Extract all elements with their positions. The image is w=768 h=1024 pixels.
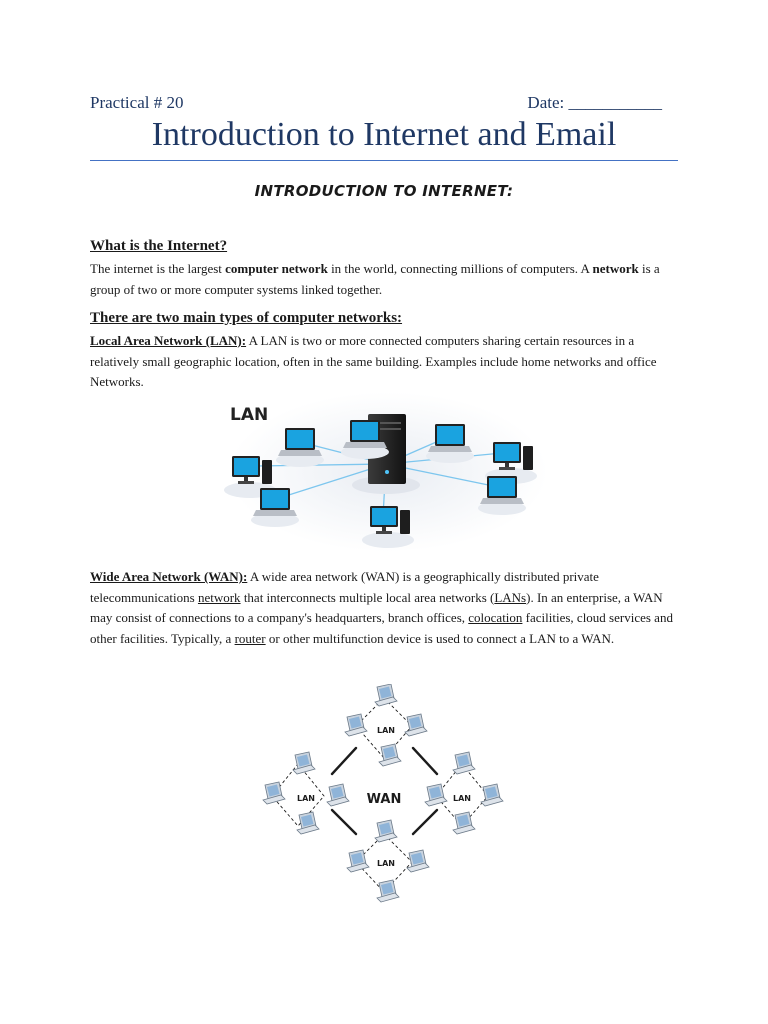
lans-link[interactable]: LANs	[494, 589, 527, 605]
workstation-icon	[377, 880, 399, 902]
workstation-icon	[293, 752, 315, 774]
text-run: is a group of two or more computer systems linked together.	[90, 261, 660, 297]
practical-number: Practical # 20	[90, 93, 184, 112]
workstation-icon	[379, 744, 401, 766]
workstation-icon	[345, 714, 367, 736]
colocation-link[interactable]: colocation	[468, 610, 523, 625]
lan-cluster-label: LAN	[377, 726, 395, 735]
workstation-icon	[405, 714, 427, 736]
network-link[interactable]: network	[197, 589, 241, 605]
text-run: facilities, cloud services and other facilities. Typically, a	[90, 610, 673, 646]
lan-label: LAN	[230, 405, 269, 425]
workstation-icon	[263, 782, 285, 804]
router-link[interactable]: router	[234, 630, 266, 646]
workstation-icon	[453, 752, 475, 774]
types-heading: There are two main types of computer networks:	[90, 310, 403, 326]
workstation-icon	[375, 820, 397, 842]
workstation-icon	[327, 784, 349, 806]
text-run: or other multifunction device is used to connect a LAN to a WAN.	[265, 630, 615, 646]
wan-paragraph	[90, 567, 680, 649]
lan-cluster-label: LAN	[297, 794, 315, 803]
wan-diagram	[258, 684, 510, 910]
wan-label: WAN	[366, 792, 402, 807]
text-run: The internet is the largest	[90, 261, 226, 276]
workstation-icon	[347, 850, 369, 872]
date-field: Date: ___________	[527, 93, 662, 112]
section-heading: INTRODUCTION TO INTERNET:	[254, 182, 514, 200]
bold-term: network	[592, 261, 639, 276]
text-run: ). In an enterprise, a WAN may consist of connections to a company's headquarters, branch offices,	[90, 589, 663, 625]
workstation-icon	[481, 784, 503, 806]
title-rule	[90, 160, 678, 161]
workstation-icon	[425, 784, 447, 806]
text-run: A LAN is two or more connected computers sharing certain resources in a relatively small geographic location, often in the same building. Examples include home networks and office Networks.	[90, 333, 657, 389]
lan-lead: Local Area Network (LAN):	[90, 333, 247, 348]
wan-lead: Wide Area Network (WAN):	[90, 569, 248, 584]
lan-paragraph	[90, 331, 680, 393]
bold-term: computer network	[225, 261, 328, 276]
text-run: in the world, connecting millions of computers. A	[327, 261, 593, 276]
workstation-icon	[407, 850, 429, 872]
workstation-icon	[375, 684, 397, 706]
lan-diagram	[218, 392, 548, 560]
lan-cluster-label: LAN	[453, 794, 471, 803]
what-is-heading: What is the Internet?	[90, 238, 228, 254]
text-run: A wide area network (WAN) is a geographically distributed private telecommunications	[90, 569, 599, 605]
what-is-paragraph	[90, 259, 680, 300]
lan-cluster-label: LAN	[377, 859, 395, 868]
practical-header	[90, 93, 662, 117]
page-title: Introduction to Internet and Email	[151, 116, 617, 153]
text-run: that interconnects multiple local area networks (	[240, 589, 495, 605]
